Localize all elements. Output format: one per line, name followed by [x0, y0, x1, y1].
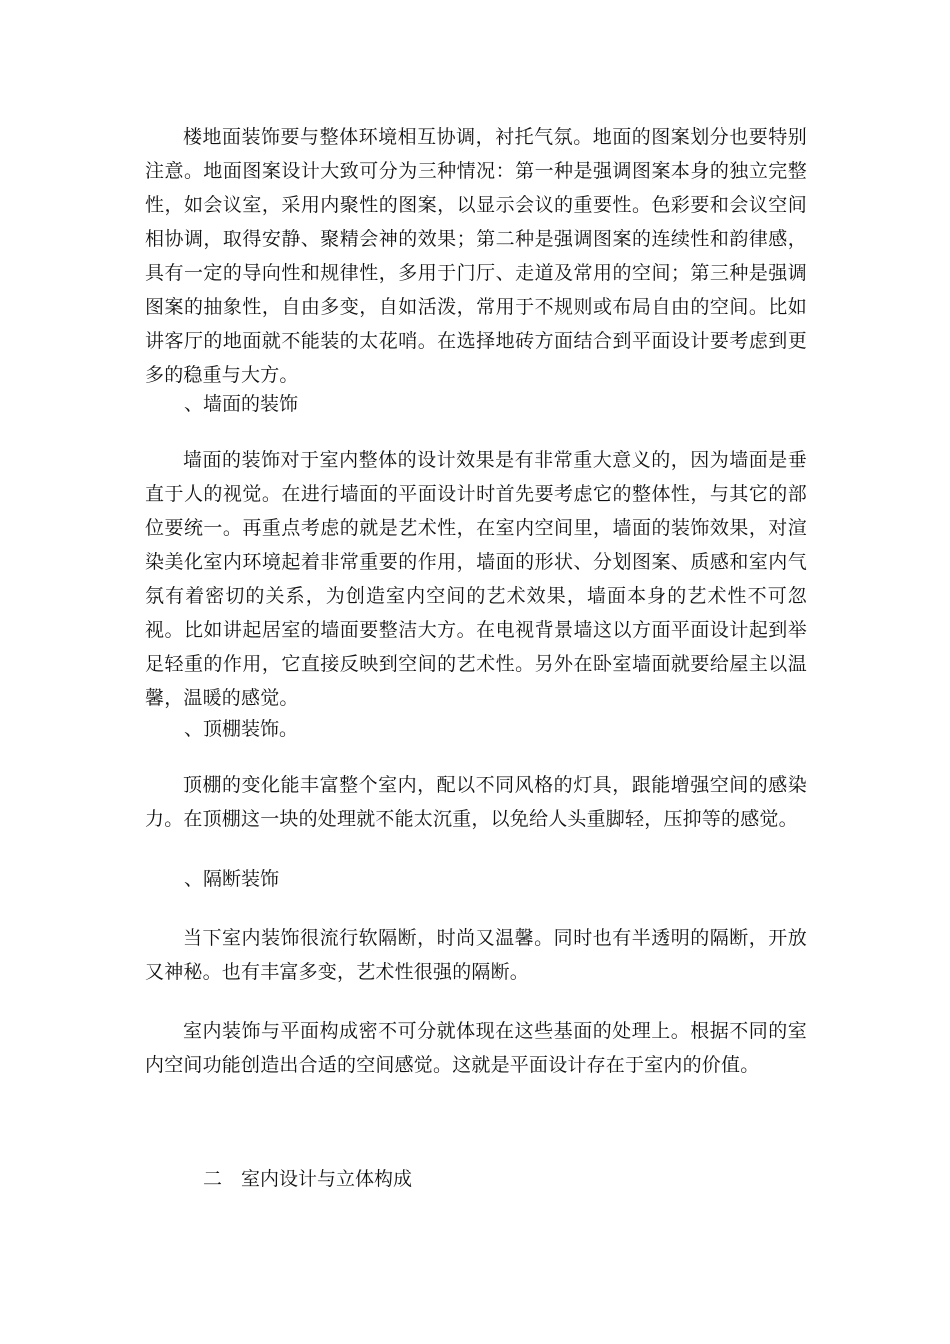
section-two-title: 室内设计与立体构成 [241, 1168, 413, 1190]
heading-ceiling-decoration: 、顶棚装饰。 [184, 718, 299, 740]
paragraph-conclusion: 室内装饰与平面构成密不可分就体现在这些基面的处理上。根据不同的室内空间功能创造出合适的空间感觉。这就是平面设计存在于室内的价值。 [145, 1020, 807, 1076]
heading-partition-decoration: 、隔断装饰 [184, 868, 280, 890]
paragraph-ceiling-decoration: 顶棚的变化能丰富整个室内，配以不同风格的灯具，跟能增强空间的感染力。在顶棚这一块的处理就不能太沉重，以免给人头重脚轻，压抑等的感觉。 [145, 774, 807, 830]
section-two-number: 二 [203, 1168, 223, 1190]
paragraph-floor-decoration: 楼地面装饰要与整体环境相互协调，衬托气氛。地面的图案划分也要特别注意。地面图案设计大致可分为三种情况：第一种是强调图案本身的独立完整性，如会议室，采用内聚性的图案，以显示会议的重要性。色彩要和会议空间相协调，取得安静、聚精会神的效果；第二种是强调图案的连续性和韵律感，具有一定的导向性和规律性，多用于门厅、走道及常用的空间；第三种是强调图案的抽象性，自由多变，自如活泼，常用于不规则或布局自由的空间。比如讲客厅的地面就不能装的太花哨。在选择地砖方面结合到平面设计要考虑到更多的稳重与大方。 [145, 126, 807, 386]
paragraph-wall-decoration: 墙面的装饰对于室内整体的设计效果是有非常重大意义的，因为墙面是垂直于人的视觉。在进行墙面的平面设计时首先要考虑它的整体性，与其它的部位要统一。再重点考虑的就是艺术性，在室内空间里，墙面的装饰效果，对渲染美化室内环境起着非常重要的作用，墙面的形状、分划图案、质感和室内气氛有着密切的关系，为创造室内空间的艺术效果，墙面本身的艺术性不可忽视。比如讲起居室的墙面要整洁大方。在电视背景墙这以方面平面设计起到举足轻重的作用，它直接反映到空间的艺术性。另外在卧室墙面就要给屋主以温馨，温暖的感觉。 [145, 449, 807, 709]
paragraph-partition-decoration: 当下室内装饰很流行软隔断，时尚又温馨。同时也有半透明的隔断，开放又神秘。也有丰富多变，艺术性很强的隔断。 [145, 927, 807, 983]
heading-wall-decoration: 、墙面的装饰 [184, 393, 299, 415]
